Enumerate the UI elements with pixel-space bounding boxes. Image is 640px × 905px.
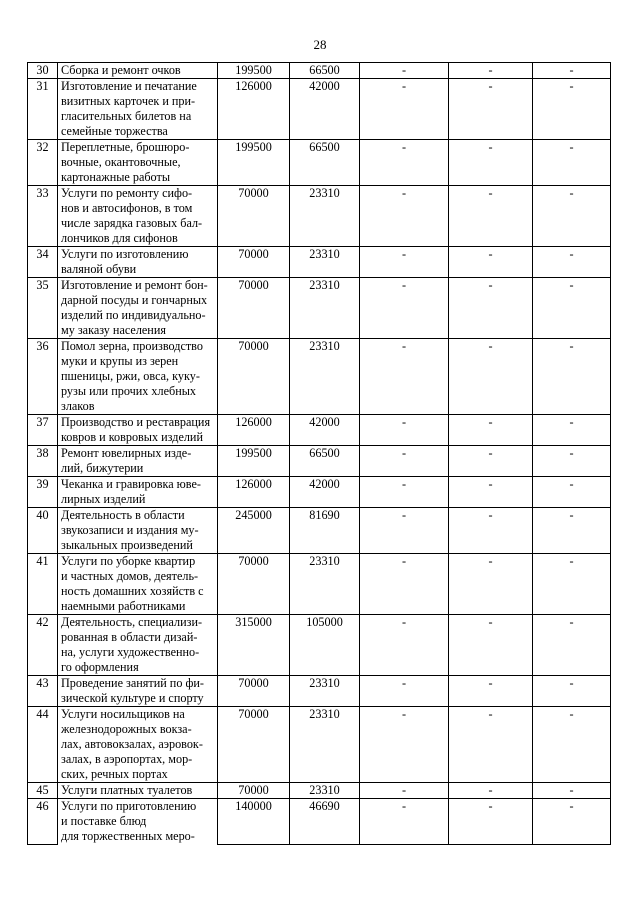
amount-1: 70000 [218,707,290,783]
table-row [28,79,611,140]
row-number: 40 [28,508,58,554]
empty-value-3: - [533,783,611,799]
amount-2: 81690 [290,508,360,554]
empty-value-2: - [449,140,533,186]
table-row [28,477,611,508]
table-row [28,707,611,783]
amount-1: 70000 [218,278,290,339]
empty-value-2: - [449,415,533,446]
empty-value-3: - [533,615,611,676]
row-number: 35 [28,278,58,339]
empty-value-3: - [533,477,611,508]
amount-1: 126000 [218,477,290,508]
row-number: 38 [28,446,58,477]
activity-name: Деятельность в области звукозаписи и издания му- зыкальных произведений [58,508,218,554]
amount-2: 66500 [290,446,360,477]
empty-value-3: - [533,278,611,339]
activity-name: Ремонт ювелирных изде- лий, бижутерии [58,446,218,477]
empty-value-2: - [449,186,533,247]
table-row [28,186,611,247]
amount-1: 245000 [218,508,290,554]
activity-name: Услуги носильщиков на железнодорожных вокза- лах, автовокзалах, аэровок- залах, в аэропортах, мор- ских, речных портах [58,707,218,783]
table-row [28,278,611,339]
empty-value-2: - [449,339,533,415]
table-row [28,247,611,278]
table-row [28,508,611,554]
amount-1: 70000 [218,247,290,278]
amount-1: 199500 [218,63,290,79]
amount-2: 23310 [290,339,360,415]
empty-value-1: - [360,676,449,707]
empty-value-1: - [360,278,449,339]
amount-2: 23310 [290,278,360,339]
empty-value-2: - [449,615,533,676]
empty-value-1: - [360,247,449,278]
empty-value-3: - [533,508,611,554]
amount-1: 70000 [218,554,290,615]
empty-value-2: - [449,554,533,615]
empty-value-3: - [533,676,611,707]
amount-2: 23310 [290,707,360,783]
table-row [28,339,611,415]
empty-value-1: - [360,615,449,676]
activity-name: Сборка и ремонт очков [58,63,218,79]
activity-name: Производство и реставрация ковров и ковровых изделий [58,415,218,446]
amount-2: 42000 [290,415,360,446]
amount-1: 70000 [218,676,290,707]
page-number: 28 [313,37,327,52]
empty-value-2: - [449,707,533,783]
amount-2: 42000 [290,79,360,140]
amount-2: 23310 [290,676,360,707]
table-body [28,63,611,845]
row-number: 39 [28,477,58,508]
empty-value-2: - [449,79,533,140]
activity-name: Услуги платных туалетов [58,783,218,799]
empty-value-1: - [360,446,449,477]
empty-value-3: - [533,186,611,247]
empty-value-1: - [360,186,449,247]
row-number: 37 [28,415,58,446]
row-number: 30 [28,63,58,79]
table-row [28,783,611,799]
row-number: 34 [28,247,58,278]
activity-name: Изготовление и печатание визитных карточек и при- гласительных билетов на семейные торжества [58,79,218,140]
tariff-table [27,62,611,845]
activity-name: Услуги по приготовлению и поставке блюд для торжественных меро- [58,799,218,845]
empty-value-1: - [360,783,449,799]
amount-2: 105000 [290,615,360,676]
empty-value-2: - [449,247,533,278]
empty-value-1: - [360,477,449,508]
table-row [28,415,611,446]
empty-value-1: - [360,415,449,446]
empty-value-1: - [360,799,449,845]
table-row [28,615,611,676]
amount-2: 66500 [290,140,360,186]
amount-1: 199500 [218,446,290,477]
empty-value-1: - [360,63,449,79]
empty-value-3: - [533,799,611,845]
empty-value-2: - [449,477,533,508]
empty-value-1: - [360,554,449,615]
activity-name: Изготовление и ремонт бон- дарной посуды и гончарных изделий по индивидуально- му заказу населения [58,278,218,339]
amount-2: 23310 [290,247,360,278]
empty-value-3: - [533,707,611,783]
empty-value-2: - [449,63,533,79]
empty-value-1: - [360,508,449,554]
activity-name: Услуги по изготовлению валяной обуви [58,247,218,278]
amount-1: 126000 [218,79,290,140]
row-number: 46 [28,799,58,845]
table-row [28,140,611,186]
empty-value-1: - [360,339,449,415]
row-number: 36 [28,339,58,415]
activity-name: Услуги по ремонту сифо- нов и автосифонов, в том числе зарядка газовых бал- лончиков для сифонов [58,186,218,247]
row-number: 42 [28,615,58,676]
amount-2: 23310 [290,554,360,615]
table-row [28,799,611,845]
empty-value-3: - [533,415,611,446]
table-row [28,676,611,707]
table-row [28,554,611,615]
row-number: 32 [28,140,58,186]
empty-value-2: - [449,676,533,707]
amount-1: 70000 [218,783,290,799]
amount-1: 70000 [218,339,290,415]
activity-name: Проведение занятий по фи- зической культуре и спорту [58,676,218,707]
empty-value-2: - [449,799,533,845]
row-number: 45 [28,783,58,799]
amount-1: 140000 [218,799,290,845]
empty-value-2: - [449,508,533,554]
empty-value-3: - [533,79,611,140]
empty-value-2: - [449,278,533,339]
activity-name: Чеканка и гравировка юве- лирных изделий [58,477,218,508]
row-number: 43 [28,676,58,707]
activity-name: Услуги по уборке квартир и частных домов, деятель- ность домашних хозяйств с наемными работниками [58,554,218,615]
table-row [28,446,611,477]
activity-name: Помол зерна, производство муки и крупы из зерен пшеницы, ржи, овса, куку- рузы или прочих хлебных злаков [58,339,218,415]
activity-name: Переплетные, брошюро- вочные, окантовочные, картонажные работы [58,140,218,186]
amount-1: 315000 [218,615,290,676]
empty-value-1: - [360,140,449,186]
empty-value-3: - [533,554,611,615]
empty-value-3: - [533,446,611,477]
empty-value-2: - [449,446,533,477]
amount-2: 23310 [290,186,360,247]
empty-value-3: - [533,247,611,278]
empty-value-3: - [533,339,611,415]
row-number: 41 [28,554,58,615]
empty-value-3: - [533,140,611,186]
row-number: 44 [28,707,58,783]
amount-2: 46690 [290,799,360,845]
row-number: 33 [28,186,58,247]
empty-value-1: - [360,707,449,783]
empty-value-1: - [360,79,449,140]
amount-1: 126000 [218,415,290,446]
empty-value-2: - [449,783,533,799]
amount-1: 199500 [218,140,290,186]
row-number: 31 [28,79,58,140]
amount-1: 70000 [218,186,290,247]
table-row [28,63,611,79]
amount-2: 66500 [290,63,360,79]
amount-2: 23310 [290,783,360,799]
amount-2: 42000 [290,477,360,508]
empty-value-3: - [533,63,611,79]
activity-name: Деятельность, специализи- рованная в области дизай- на, услуги художественно- го оформления [58,615,218,676]
